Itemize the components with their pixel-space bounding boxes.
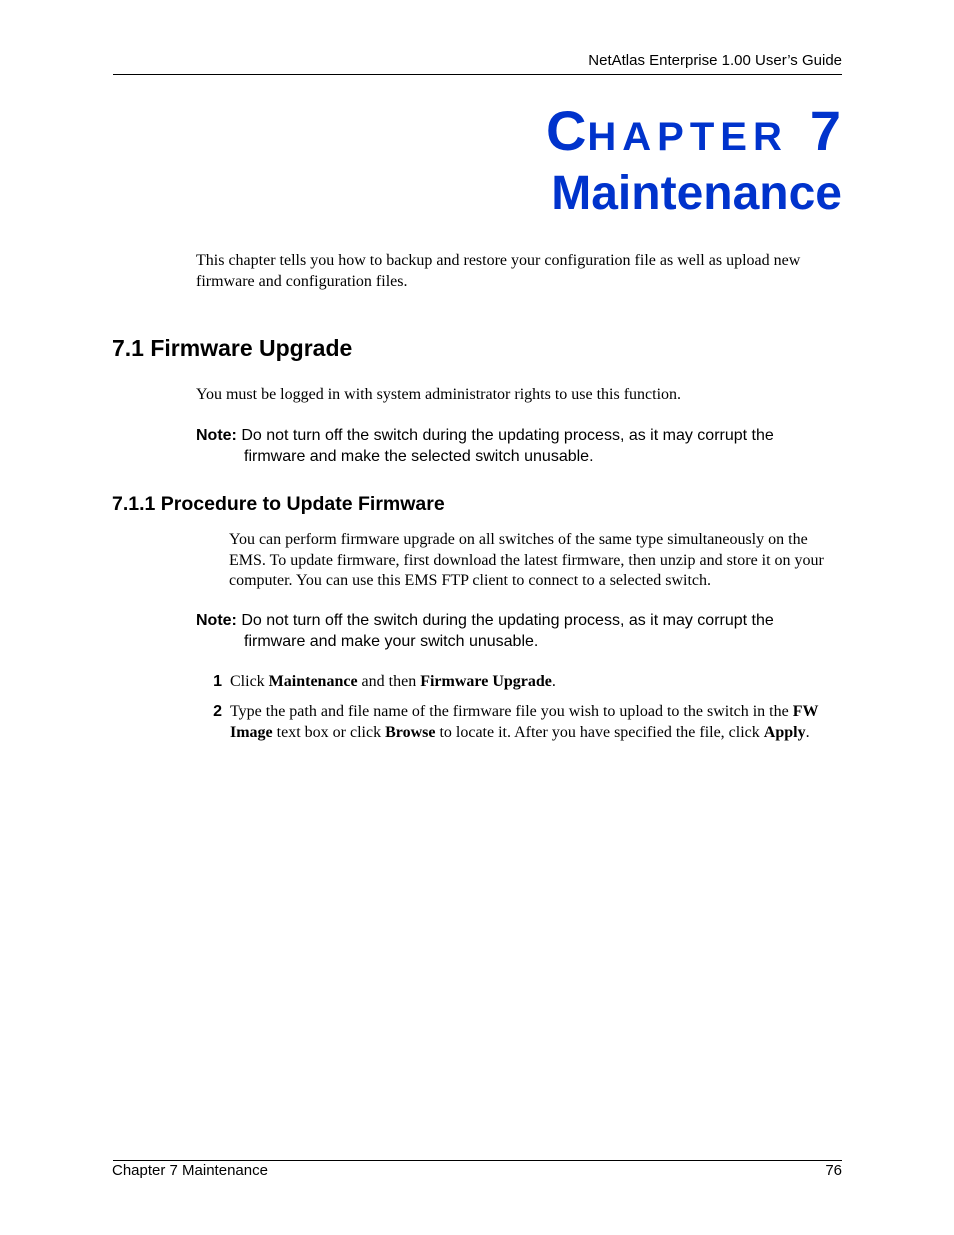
header-rule	[113, 74, 842, 75]
note-2-label: Note:	[196, 612, 237, 629]
step-1-number: 1	[213, 673, 222, 690]
step-1-text	[230, 672, 840, 693]
step-2-text-e: to locate it. After you have specified the file, click	[435, 723, 764, 741]
note-1	[196, 426, 844, 467]
step-2-text-c: text box or click	[272, 723, 386, 741]
footer-chapter-title: Chapter 7 Maintenance	[112, 1162, 268, 1179]
intro-paragraph: This chapter tells you how to backup and restore your configuration file as well as upload new firmware and configuration files.	[196, 252, 801, 290]
chapter-label-rest: HAPTER	[587, 115, 788, 159]
step-1-maintenance-term: Maintenance	[268, 673, 358, 690]
step-2-apply-term: Apply	[763, 723, 806, 741]
rights-paragraph: You must be logged in with system administrator rights to use this function.	[196, 386, 682, 403]
step-1-text-a: Click	[230, 673, 269, 690]
chapter-number: 7	[809, 99, 842, 162]
step-2-number: 2	[213, 703, 222, 720]
section-heading-7-1: 7.1 Firmware Upgrade	[112, 335, 353, 361]
step-2-text	[230, 702, 840, 743]
note-1-label: Note:	[196, 427, 237, 444]
section-heading-7-1-1: 7.1.1 Procedure to Update Firmware	[112, 493, 445, 515]
note-1-line1	[196, 426, 844, 447]
note-2	[196, 611, 844, 652]
footer-page-number: 76	[825, 1162, 842, 1179]
note-1-text-line2: firmware and make the selected switch unusable.	[244, 447, 594, 465]
step-2-browse-term: Browse	[385, 723, 436, 741]
note-2-text-line1: Do not turn off the switch during the updating process, as it may corrupt the	[241, 612, 774, 629]
procedure-paragraph: You can perform firmware upgrade on all switches of the same type simultaneously on the EMS. To update firmware, first download the latest firmware, then unzip and store it on your computer. You can use this EMS FTP client to connect to a selected switch.	[229, 531, 824, 589]
step-1-text-c: and then	[357, 673, 421, 690]
step-1-text-e: .	[551, 673, 556, 690]
chapter-title: Maintenance	[551, 167, 842, 220]
step-2-fw-image-term: FW Image	[230, 703, 819, 741]
step-1-firmware-upgrade-term: Firmware Upgrade	[420, 673, 552, 690]
note-2-line1	[196, 611, 844, 632]
step-2-text-a: Type the path and file name of the firmware file you wish to upload to the switch in the	[230, 703, 793, 720]
chapter-label-initial: C	[545, 99, 588, 162]
running-header: NetAtlas Enterprise 1.00 User’s Guide	[588, 52, 842, 69]
note-2-text-line2: firmware and make your switch unusable.	[244, 632, 539, 650]
chapter-label	[300, 100, 842, 168]
step-2-text-g: .	[805, 723, 810, 741]
note-1-text-line1: Do not turn off the switch during the updating process, as it may corrupt the	[241, 427, 774, 444]
